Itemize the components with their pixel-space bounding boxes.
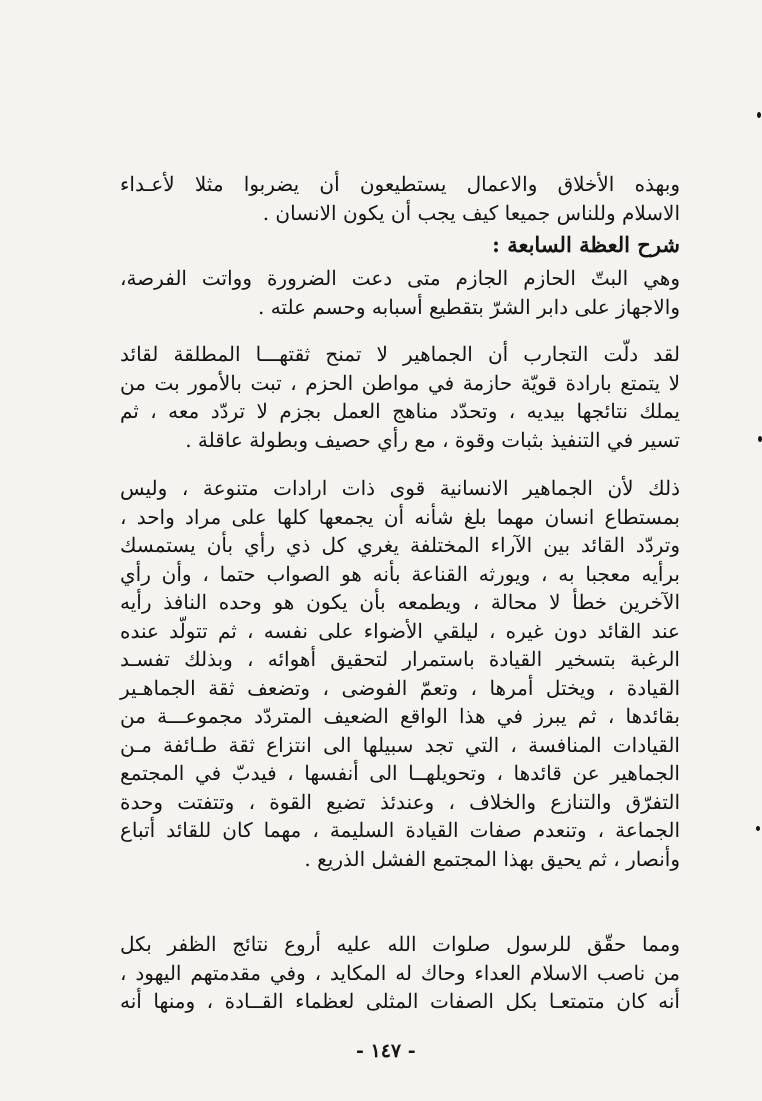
text-line: ومما حقّق للرسول صلوات الله عليه أروع نتائج الظفر بكل — [120, 932, 680, 956]
text-line: يملك نتائجها بيديه ، وتحدّد مناهج العمل بجزم لا تردّد معه ، ثم — [120, 399, 680, 423]
paragraph-definition — [120, 264, 680, 321]
text-line: بمستطاع انسان مهما بلغ شأنه أن يجمعها كلها على مراد واحد ، — [120, 504, 680, 529]
text-line: وتردّد القائد بين الآراء المختلفة يغري كل ذي رأي بأن يستمسك — [120, 533, 680, 557]
text-line: تسير في التنفيذ بثبات وقوة ، مع رأي حصيف وبطولة عاقلة . — [185, 427, 680, 452]
text-line: الجماعة ، وتنعدم صفات القيادة السليمة ، مهما كان للقائد أتباع — [120, 818, 680, 842]
scan-speck — [758, 436, 762, 442]
text-line: والاجهاز على دابر الشرّ بتقطيع أسبابه وحسم علته . — [257, 294, 680, 319]
scan-speck — [757, 112, 761, 118]
text-line: بقائدها ، ثم يبرز في هذا الواقع الضعيف المتردّد مجموعـــة من — [120, 704, 680, 728]
page-number: - ١٤٧ - — [356, 1040, 416, 1062]
text-line: الرغبة بتسخير القيادة باستمرار لتحقيق أهوائه ، وبذلك تفسـد — [120, 647, 680, 671]
text-line: وبهذه الأخلاق والاعمال يستطيعون أن يضربوا مثلا لأعـداء — [120, 172, 680, 196]
paragraph-prophet — [120, 930, 680, 1016]
text-line: ذلك لأن الجماهير الانسانية قوى ذات ارادات متنوعة ، وليس — [120, 476, 680, 500]
text-line: الجماهير عن قائدها ، وتحويلهــا الى أنفسها ، فيدبّ في المجتمع — [120, 761, 680, 785]
paragraph-reasoning — [120, 474, 680, 873]
text-line: القيادة ، ويختل أمرها ، وتعمّ الفوضى ، وتضعف ثقة الجماهـير — [120, 675, 680, 700]
paragraph-intro — [120, 170, 680, 227]
text-line: القيادات المنافسة ، التي تجد سبيلها الى انتزاع ثقة طـائفة مـن — [120, 732, 680, 757]
text-line: التفرّق والتنازع والخلاف ، وعندئذ تضيع القوة ، وتتفتت وحدة — [120, 789, 680, 814]
text-line: لقد دلّت التجارب أن الجماهير لا تمنح ثقتهـــا المطلقة لقائد — [120, 342, 680, 366]
paragraph-experience — [120, 340, 680, 454]
text-line: وأنصار ، ثم يحيق بهذا المجتمع الفشل الذريع . — [304, 846, 680, 871]
text-line: وهي البتّ الحازم الجازم متى دعت الضرورة وواتت الفرصة، — [120, 266, 680, 290]
text-line: أنه كان متمتعـا بكل الصفات المثلى لعظماء القــادة ، ومنها أنه — [120, 989, 680, 1013]
text-line: من ناصب الاسلام العداء وحاك له المكايد ، وفي مقدمتهم اليهود ، — [120, 960, 680, 985]
text-line: الاسلام وللناس جميعا كيف يجب أن يكون الانسان . — [262, 200, 680, 225]
text-line: لا يتمتع بارادة قويّة حازمة في مواطن الحزم ، تبت بالأمور بت من — [120, 370, 680, 395]
scan-speck — [756, 826, 760, 831]
text-line: عند القائد دون غيره ، ليلقي الأضواء على نفسه ، ثم تتولّد عنده — [120, 618, 680, 643]
text-line: الآخرين خطأ لا محالة ، ويطمعه بأن يكون هو وحده النافذ رأيه — [120, 590, 680, 614]
text-line: برأيه معجبا به ، ويورثه القناعة بأنه هو الصواب حتما ، وأن رأي — [120, 561, 680, 586]
section-heading: شرح العظة السابعة : — [492, 232, 680, 257]
